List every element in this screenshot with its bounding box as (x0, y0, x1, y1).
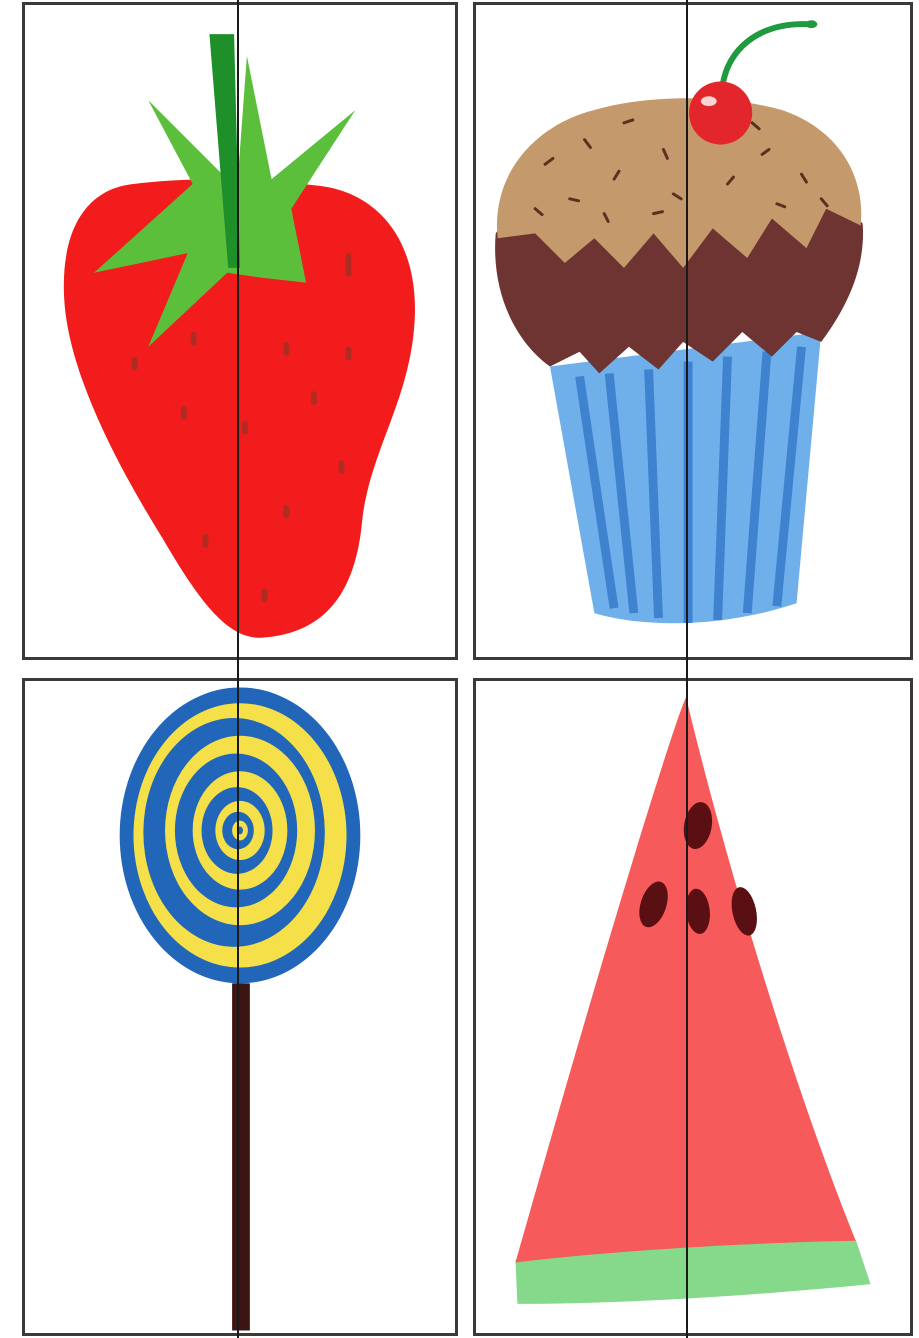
cut-line-right (686, 0, 688, 1338)
cherry-stem-tip (805, 20, 817, 28)
puzzle-card-watermelon[interactable] (473, 678, 913, 1336)
lollipop-stick (232, 983, 250, 1330)
lollipop-illustration (25, 681, 455, 1333)
puzzle-card-cupcake[interactable] (473, 2, 913, 660)
puzzle-card-strawberry[interactable] (22, 2, 458, 660)
puzzle-card-lollipop[interactable] (22, 678, 458, 1336)
cupcake-illustration (476, 5, 910, 657)
lollipop-candy (120, 687, 361, 983)
watermelon-slice-illustration (476, 681, 910, 1333)
cherry-highlight (701, 96, 717, 106)
cherry (689, 81, 752, 144)
strawberry-illustration (25, 5, 455, 657)
cut-line-left (237, 0, 239, 1338)
cherry-stem (723, 24, 812, 85)
